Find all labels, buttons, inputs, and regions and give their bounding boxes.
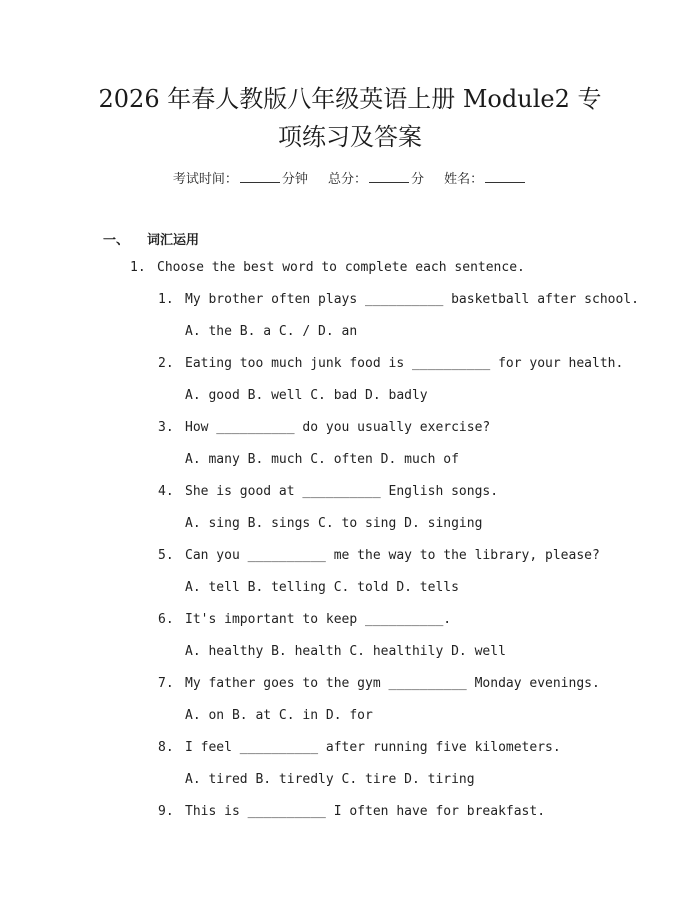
- title-line-2: 项练习及答案: [278, 123, 422, 151]
- question-stem: [158, 676, 600, 691]
- question-stem: [158, 420, 490, 435]
- exam-name: [444, 172, 527, 187]
- question-number: 3.: [158, 420, 174, 435]
- title-line-1: 2026 年春人教版八年级英语上册 Module2 专: [98, 85, 602, 113]
- question-options: A. tell B. telling C. told D. tells: [185, 580, 459, 595]
- question-number: 6.: [158, 612, 174, 627]
- question-number: 1.: [158, 292, 174, 307]
- time-blank: [240, 170, 280, 183]
- score-blank: [369, 170, 409, 183]
- question-text: My brother often plays __________ basketball after school.: [185, 292, 639, 307]
- question-text: How __________ do you usually exercise?: [185, 420, 491, 435]
- question-text: She is good at __________ English songs.: [185, 484, 499, 499]
- question-number: 7.: [158, 676, 174, 691]
- name-label: 姓名：: [444, 172, 484, 187]
- question-text: Eating too much junk food is __________ for your health.: [185, 356, 624, 371]
- question-text: This is __________ I often have for breakfast.: [185, 804, 546, 819]
- question-text: It's important to keep __________.: [185, 612, 452, 627]
- intro-text: Choose the best word to complete each sentence.: [157, 260, 525, 275]
- question-stem: [158, 740, 561, 755]
- question-number: 5.: [158, 548, 174, 563]
- section-title: 词汇运用: [147, 233, 200, 248]
- question-stem: [158, 292, 639, 307]
- name-blank: [485, 170, 525, 183]
- question-text: Can you __________ me the way to the library, please?: [185, 548, 600, 563]
- question-stem: [158, 548, 600, 563]
- question-stem: [158, 356, 623, 371]
- question-options: A. many B. much C. often D. much of: [185, 452, 459, 467]
- time-label: 考试时间：: [172, 172, 238, 187]
- question-stem: [158, 484, 498, 499]
- question-number: 9.: [158, 804, 174, 819]
- question-text: I feel __________ after running five kilometers.: [185, 740, 561, 755]
- exam-meta: [0, 168, 700, 187]
- score-unit: 分: [411, 172, 425, 187]
- page-title: [60, 80, 640, 156]
- question-number: 2.: [158, 356, 174, 371]
- question-stem: [158, 612, 451, 627]
- section-number: 一、: [103, 233, 130, 248]
- intro-instruction: [130, 260, 525, 275]
- time-unit: 分钟: [281, 172, 308, 187]
- section-heading: [103, 229, 199, 248]
- question-options: A. good B. well C. bad D. badly: [185, 388, 428, 403]
- question-number: 4.: [158, 484, 174, 499]
- question-text: My father goes to the gym __________ Monday evenings.: [185, 676, 600, 691]
- question-options: A. sing B. sings C. to sing D. singing: [185, 516, 483, 531]
- question-options: A. on B. at C. in D. for: [185, 708, 373, 723]
- question-options: A. tired B. tiredly C. tire D. tiring: [185, 772, 475, 787]
- question-number: 8.: [158, 740, 174, 755]
- score-label: 总分：: [327, 172, 367, 187]
- question-stem: [158, 804, 545, 819]
- exam-time: [173, 172, 308, 187]
- exam-score: [328, 172, 424, 187]
- question-options: A. healthy B. health C. healthily D. well: [185, 644, 506, 659]
- question-options: A. the B. a C. / D. an: [185, 324, 358, 339]
- intro-number: 1.: [130, 260, 146, 275]
